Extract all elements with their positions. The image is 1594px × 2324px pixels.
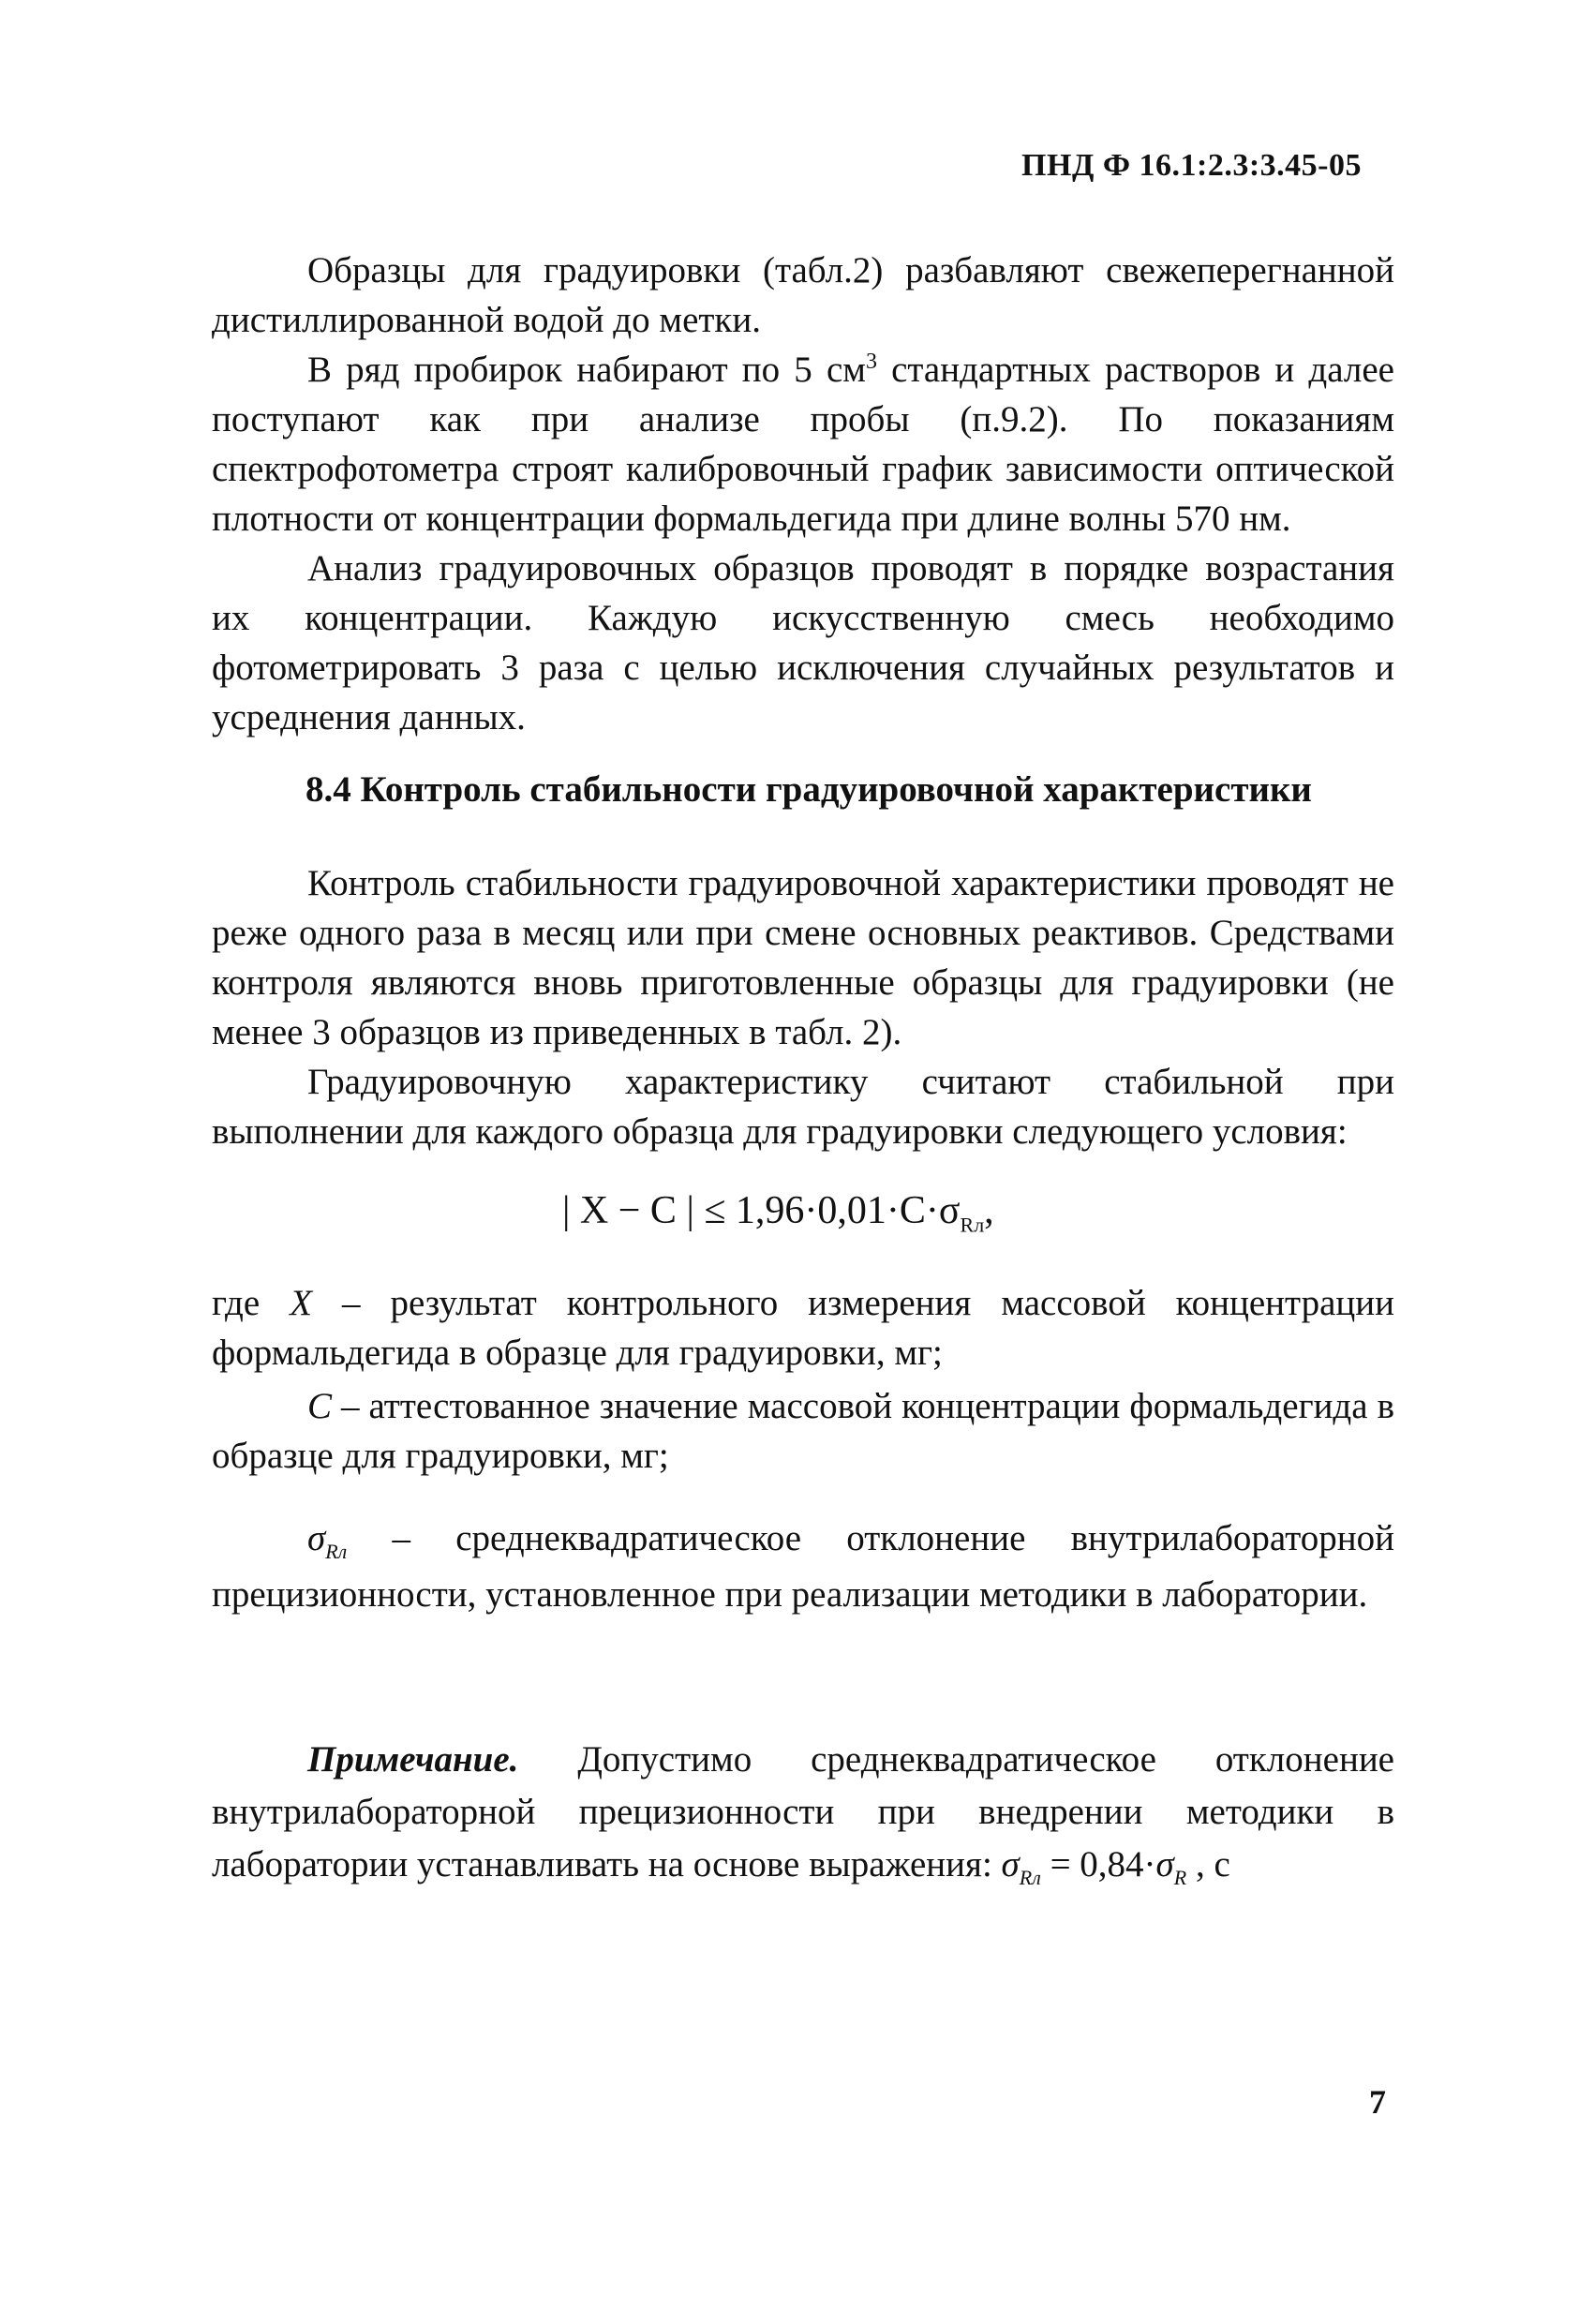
paragraph-text: Контроль стабильности градуировочной характеристики проводят не реже одного раза в месяц или при смене основных реактивов. Средствами контроля являются вновь приготовленные образцы для градуировки (не менее 3 образцов из приведенных в табл. 2).	[212, 863, 1394, 1052]
formula-tail: ,	[984, 1189, 994, 1232]
expression-mid: = 0,84·	[1040, 1844, 1156, 1885]
sigma-subscript: Rл	[1019, 1865, 1041, 1889]
document-code: ПНД Ф 16.1:2.3:3.45-05	[1021, 148, 1362, 183]
paragraph-dilution	[212, 246, 1394, 345]
sigma-symbol: σ	[1155, 1844, 1174, 1885]
note-paragraph	[212, 1734, 1394, 1891]
where-word: где	[212, 1283, 261, 1323]
variable-c: C	[307, 1386, 333, 1426]
paragraph-text: Образцы для градуировки (табл.2) разбавляют свежеперегнанной дистиллированной водой до метки.	[212, 250, 1394, 340]
paragraph-text: Анализ градуировочных образцов проводят в порядке возрастания их концентрации. Каждую искусственную смесь необходимо фотометрировать 3 раза с целью исключения случайных результатов и усреднения данных.	[212, 548, 1394, 737]
stability-formula	[562, 1188, 994, 1237]
sigma-subscript: R	[1173, 1865, 1187, 1889]
definition-text: – результат контрольного измерения массовой концентрации формальдегида в образце для градуировки, мг;	[212, 1283, 1394, 1373]
page-number: 7	[1369, 2083, 1386, 2121]
sigma-subscript: Rл	[325, 1539, 348, 1563]
formula-subscript: Rл	[960, 1213, 985, 1237]
paragraph-condition	[212, 1057, 1394, 1156]
paragraph-text: стандартных растворов и далее поступают как при анализе пробы (п.9.2). По показаниям спектрофотометра строят калибровочный график зависимости оптической плотности от концентрации формальдегида при длине волны 570 нм.	[212, 350, 1394, 539]
definition-text: – аттестованное значение массовой концентрации формальдегида в образце для градуировки, мг;	[212, 1386, 1394, 1476]
definition-sigma	[212, 1511, 1394, 1623]
paragraph-procedure	[212, 345, 1394, 544]
expression-tail: , с	[1186, 1844, 1230, 1885]
note-text: Допустимо среднеквадратическое отклонение внутрилабораторной прецизионности при внедрении методики в лаборатории устанавливать на основе выражения:	[212, 1739, 1394, 1885]
definition-text: – среднеквадратическое отклонение внутрилабораторной прецизионности, установленное при реализации методики в лаборатории.	[212, 1518, 1394, 1615]
paragraph-control	[212, 858, 1394, 1057]
superscript: 3	[865, 350, 877, 374]
definition-c	[212, 1381, 1394, 1481]
sigma-symbol: σ	[1001, 1844, 1020, 1885]
section-heading: 8.4 Контроль стабильности градуировочной характеристики	[305, 769, 1312, 810]
paragraph-text: В ряд пробирок набирают по 5 см	[307, 350, 866, 390]
formula-main: | X − C | ≤ 1,96·0,01·C·σ	[562, 1189, 961, 1232]
paragraph-text: Градуировочную характеристику считают стабильной при выполнении для каждого образца для градуировки следующего условия:	[212, 1062, 1394, 1152]
paragraph-analysis	[212, 544, 1394, 742]
definition-x	[212, 1278, 1394, 1378]
sigma-symbol: σ	[307, 1518, 326, 1558]
note-label: Примечание.	[307, 1739, 519, 1780]
variable-x: X	[290, 1283, 313, 1323]
